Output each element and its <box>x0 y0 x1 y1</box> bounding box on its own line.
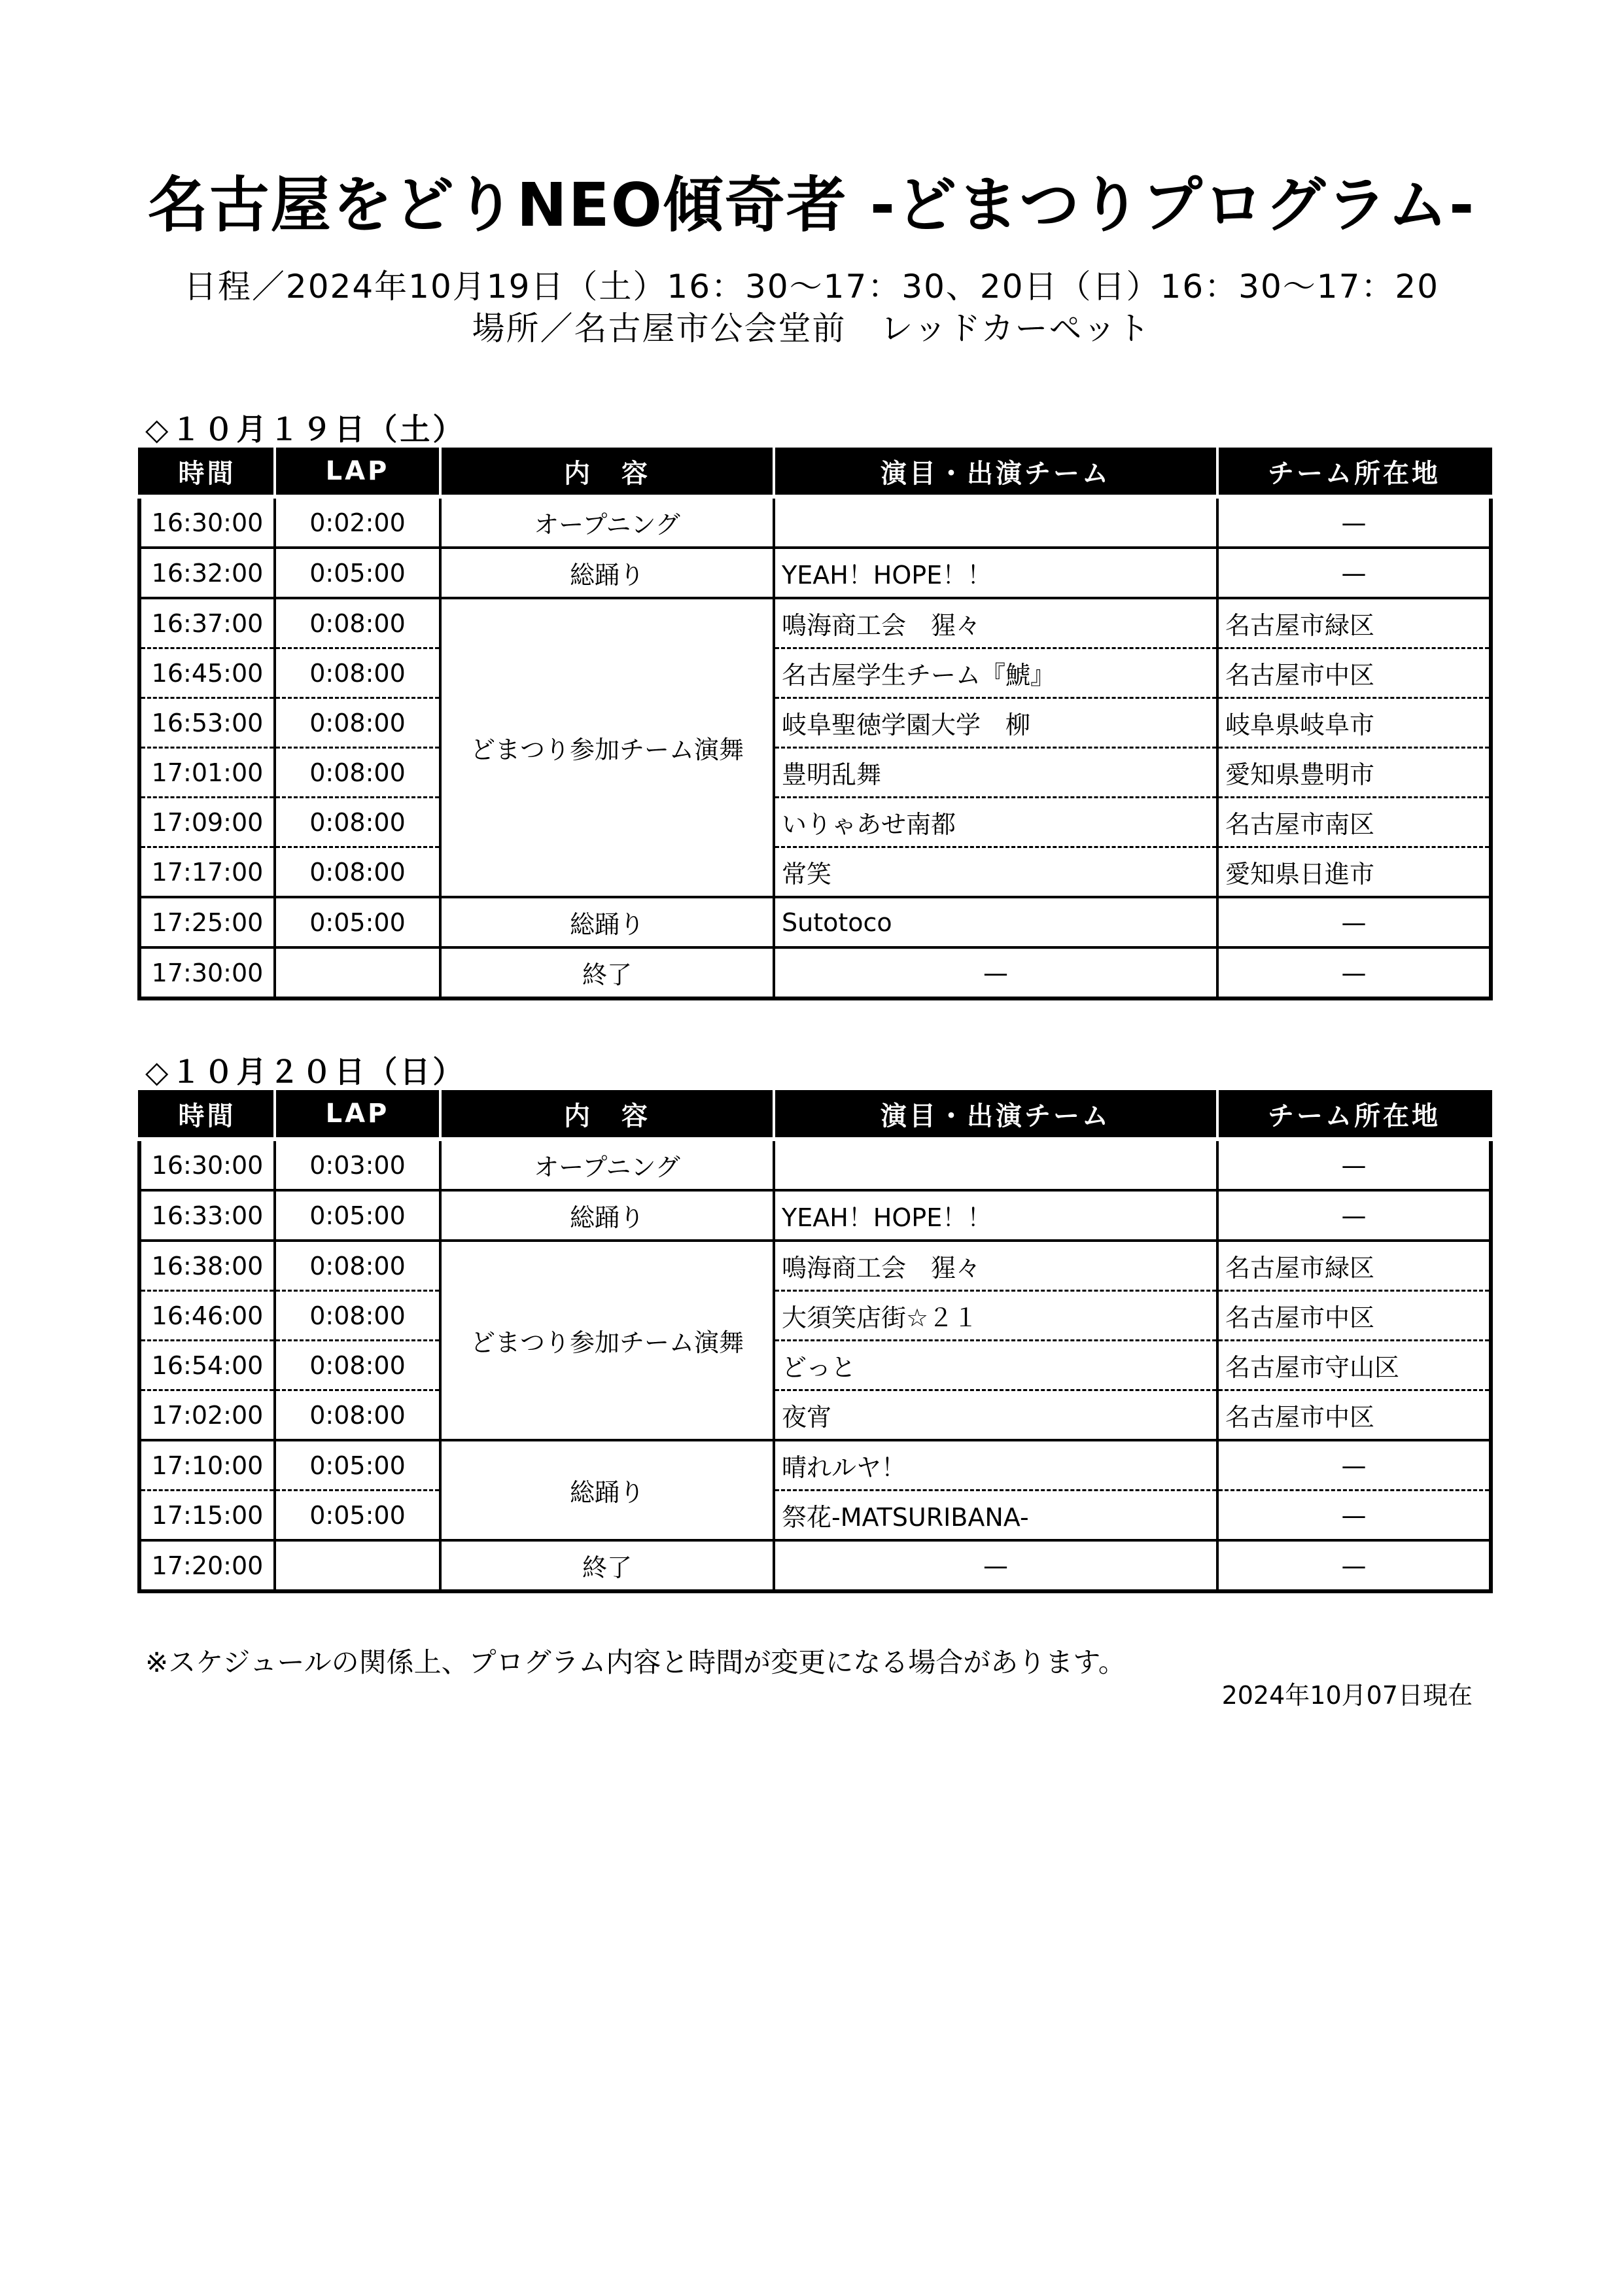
cell-lap <box>275 1540 440 1591</box>
cell-time: 17:30:00 <box>139 947 275 998</box>
cell-time: 17:25:00 <box>139 897 275 947</box>
table-row <box>139 847 1491 898</box>
cell-lap: 0:05:00 <box>275 1190 440 1241</box>
cell-location: 名古屋市中区 <box>1217 1291 1491 1341</box>
day1-table <box>137 448 1493 1000</box>
header-program: 演目・出演チーム <box>774 448 1217 497</box>
table-row <box>139 598 1491 648</box>
cell-lap: 0:08:00 <box>275 648 440 698</box>
cell-location: 名古屋市緑区 <box>1217 598 1491 648</box>
cell-time: 16:38:00 <box>139 1241 275 1291</box>
header-lap: LAP <box>275 448 440 497</box>
cell-time: 17:17:00 <box>139 847 275 898</box>
cell-location: 名古屋市中区 <box>1217 648 1491 698</box>
cell-lap: 0:08:00 <box>275 847 440 898</box>
cell-content: オープニング <box>440 497 774 548</box>
cell-time: 16:33:00 <box>139 1190 275 1241</box>
cell-time: 17:01:00 <box>139 748 275 798</box>
header-location: チーム所在地 <box>1217 448 1491 497</box>
table-row <box>139 1440 1491 1491</box>
table-row <box>139 1139 1491 1190</box>
cell-location: — <box>1217 1540 1491 1591</box>
cell-program <box>774 497 1217 548</box>
cell-location: — <box>1217 1139 1491 1190</box>
cell-lap: 0:08:00 <box>275 748 440 798</box>
cell-time: 17:09:00 <box>139 798 275 847</box>
cell-location: 岐阜県岐阜市 <box>1217 698 1491 748</box>
cell-lap: 0:08:00 <box>275 1241 440 1291</box>
cell-program: 鳴海商工会 猩々 <box>774 598 1217 648</box>
cell-lap: 0:08:00 <box>275 598 440 648</box>
schedule-change-note: ※スケジュールの関係上、プログラム内容と時間が変更になる場合があります。 <box>145 1646 1126 1678</box>
cell-time: 16:30:00 <box>139 497 275 548</box>
cell-program: 常笑 <box>774 847 1217 898</box>
table-row <box>139 1540 1491 1591</box>
cell-location: 愛知県豊明市 <box>1217 748 1491 798</box>
cell-lap: 0:02:00 <box>275 497 440 548</box>
cell-program: — <box>774 947 1217 998</box>
table-header-row <box>139 1090 1491 1139</box>
cell-program: どっと <box>774 1341 1217 1390</box>
cell-content: 総踊り <box>440 897 774 947</box>
cell-lap: 0:08:00 <box>275 798 440 847</box>
header-location: チーム所在地 <box>1217 1090 1491 1139</box>
cell-program: 晴れルヤ！ <box>774 1440 1217 1491</box>
cell-time: 16:54:00 <box>139 1341 275 1390</box>
as-of-date: 2024年10月07日現在 <box>1221 1681 1473 1710</box>
page-title: 名古屋をどりNEO傾奇者 -どまつりプログラム- <box>147 170 1476 240</box>
cell-program: 豊明乱舞 <box>774 748 1217 798</box>
cell-lap: 0:08:00 <box>275 1291 440 1341</box>
cell-program: Sutotoco <box>774 897 1217 947</box>
table-row <box>139 648 1491 698</box>
cell-lap: 0:05:00 <box>275 1491 440 1541</box>
cell-location: 愛知県日進市 <box>1217 847 1491 898</box>
table-row <box>139 1241 1491 1291</box>
table-row <box>139 1190 1491 1241</box>
header-time: 時間 <box>139 1090 275 1139</box>
cell-location: — <box>1217 1440 1491 1491</box>
table-row <box>139 1291 1491 1341</box>
cell-location: 名古屋市緑区 <box>1217 1241 1491 1291</box>
cell-location: 名古屋市南区 <box>1217 798 1491 847</box>
cell-location: — <box>1217 947 1491 998</box>
cell-content: 総踊り <box>440 1190 774 1241</box>
cell-content: 終了 <box>440 947 774 998</box>
cell-program: 岐阜聖徳学園大学 柳 <box>774 698 1217 748</box>
cell-lap: 0:03:00 <box>275 1139 440 1190</box>
cell-content: 終了 <box>440 1540 774 1591</box>
table-row <box>139 947 1491 998</box>
table-row <box>139 1491 1491 1541</box>
cell-lap: 0:08:00 <box>275 1390 440 1441</box>
cell-location: — <box>1217 1491 1491 1541</box>
cell-lap: 0:05:00 <box>275 548 440 598</box>
header-program: 演目・出演チーム <box>774 1090 1217 1139</box>
table-row <box>139 1341 1491 1390</box>
table-row <box>139 798 1491 847</box>
header-lap: LAP <box>275 1090 440 1139</box>
header-content: 内 容 <box>440 448 774 497</box>
table-row <box>139 497 1491 548</box>
cell-program: 鳴海商工会 猩々 <box>774 1241 1217 1291</box>
table-row <box>139 897 1491 947</box>
cell-lap: 0:08:00 <box>275 1341 440 1390</box>
day2-heading: ◇１０月２０日（日） <box>145 1054 466 1089</box>
day2-table <box>137 1090 1493 1593</box>
cell-program: 夜宵 <box>774 1390 1217 1441</box>
cell-time: 16:30:00 <box>139 1139 275 1190</box>
cell-time: 16:46:00 <box>139 1291 275 1341</box>
cell-location: 名古屋市守山区 <box>1217 1341 1491 1390</box>
cell-location: 名古屋市中区 <box>1217 1390 1491 1441</box>
cell-program: 大須笑店街☆２１ <box>774 1291 1217 1341</box>
table-row <box>139 1390 1491 1441</box>
cell-time: 17:15:00 <box>139 1491 275 1541</box>
cell-lap: 0:08:00 <box>275 698 440 748</box>
cell-content: どまつり参加チーム演舞 <box>440 1241 774 1440</box>
cell-content: どまつり参加チーム演舞 <box>440 598 774 897</box>
cell-time: 16:45:00 <box>139 648 275 698</box>
cell-time: 17:20:00 <box>139 1540 275 1591</box>
cell-program: 名古屋学生チーム『鯱』 <box>774 648 1217 698</box>
cell-lap <box>275 947 440 998</box>
cell-location: — <box>1217 497 1491 548</box>
cell-program: いりゃあせ南都 <box>774 798 1217 847</box>
cell-program <box>774 1139 1217 1190</box>
table-row <box>139 698 1491 748</box>
cell-program: YEAH！HOPE！！ <box>774 1190 1217 1241</box>
cell-program: YEAH！HOPE！！ <box>774 548 1217 598</box>
cell-program: 祭花-MATSURIBANA- <box>774 1491 1217 1541</box>
cell-time: 16:32:00 <box>139 548 275 598</box>
cell-time: 16:37:00 <box>139 598 275 648</box>
schedule-line: 日程／2024年10月19日（土）16：30～17：30、20日（日）16：30～17：20 <box>183 268 1440 306</box>
table-row <box>139 748 1491 798</box>
table-header-row <box>139 448 1491 497</box>
cell-content: オープニング <box>440 1139 774 1190</box>
cell-lap: 0:05:00 <box>275 1440 440 1491</box>
cell-location: — <box>1217 1190 1491 1241</box>
header-content: 内 容 <box>440 1090 774 1139</box>
cell-content: 総踊り <box>440 1440 774 1540</box>
cell-time: 17:02:00 <box>139 1390 275 1441</box>
venue-line: 場所／名古屋市公会堂前 レッドカーペット <box>472 309 1151 347</box>
cell-content: 総踊り <box>440 548 774 598</box>
table-row <box>139 548 1491 598</box>
cell-lap: 0:05:00 <box>275 897 440 947</box>
day1-heading: ◇１０月１９日（土） <box>145 412 466 447</box>
cell-time: 16:53:00 <box>139 698 275 748</box>
cell-time: 17:10:00 <box>139 1440 275 1491</box>
header-time: 時間 <box>139 448 275 497</box>
cell-location: — <box>1217 897 1491 947</box>
cell-location: — <box>1217 548 1491 598</box>
cell-program: — <box>774 1540 1217 1591</box>
